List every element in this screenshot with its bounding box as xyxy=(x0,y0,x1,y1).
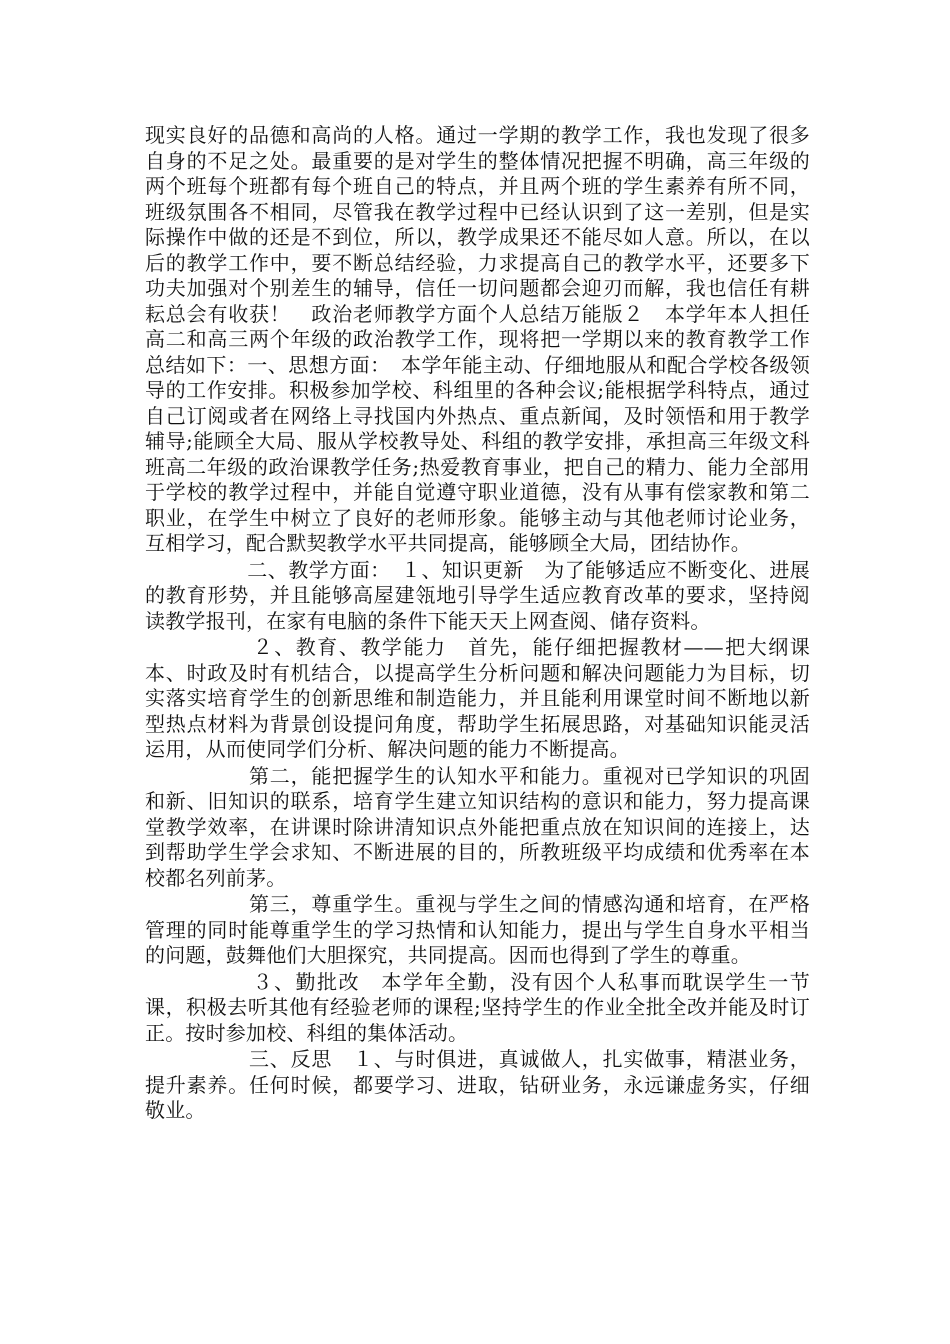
paragraph-grading: ３、勤批改 本学年全勤，没有因个人私事而耽误学生一节课，积极去听其他有经验老师的课程;坚持学生的作业全批全改并能及时订正。按时参加校、科组的集体活动。 xyxy=(145,969,810,1045)
paragraph-summary-intro: 现实良好的品德和高尚的人格。通过一学期的教学工作，我也发现了很多自身的不足之处。最重要的是对学生的整体情况把握不明确，高三年级的两个班每个班都有每个班自己的特点，并且两个班的学生素养有所不同，班级氛围各不相同，尽管我在教学过程中已经认识到了这一差别，但是实际操作中做的还是不到位，所以，教学成果还不能尽如人意。所以，在以后的教学工作中，要不断总结经验，力求提高自己的教学水平，还要多下功夫加强对个别差生的辅导，信任一切问题都会迎刃而解，我也信任有耕耘总会有收获！ 政治老师教学方面个人总结万能版２ 本学年本人担任高二和高三两个年级的政治教学工作，现将把一学期以来的教育教学工作总结如下：一、思想方面： 本学年能主动、仔细地服从和配合学校各级领导的工作安排。积极参加学校、科组里的各种会议;能根据学科特点，通过自己订阅或者在网络上寻找国内外热点、重点新闻，及时领悟和用于教学辅导;能顾全大局、服从学校教导处、科组的教学安排，承担高三年级文科班高二年级的政治课教学任务;热爱教育事业，把自己的精力、能力全部用于学校的教学过程中，并能自觉遵守职业道德，没有从事有偿家教和第二职业，在学生中树立了良好的老师形象。能够主动与其他老师讨论业务，互相学习，配合默契教学水平共同提高，能够顾全大局，团结协作。 xyxy=(145,123,810,555)
document-body xyxy=(145,123,810,1124)
paragraph-teaching-ability: ２、教育、教学能力 首先，能仔细把握教材——把大纲课本、时政及时有机结合，以提高学生分析问题和解决问题能力为目标，切实落实培育学生的创新思维和制造能力，并且能利用课堂时间不断地以新型热点材料为背景创设提问角度，帮助学生拓展思路，对基础知识能灵活运用，从而使同学们分析、解决问题的能力不断提高。 xyxy=(145,635,810,761)
paragraph-second-point: 第二，能把握学生的认知水平和能力。重视对已学知识的巩固和新、旧知识的联系，培育学生建立知识结构的意识和能力，努力提高课堂教学效率，在讲课时除讲清知识点外能把重点放在知识间的连接上，达到帮助学生学会求知、不断进展的目的，所教班级平均成绩和优秀率在本校都名列前茅。 xyxy=(145,763,810,890)
paragraph-teaching-aspect: 二、教学方面： １、知识更新 为了能够适应不断变化、进展的教育形势，并且能够高屋建瓴地引导学生适应教育改革的要求，坚持阅读教学报刊，在家有电脑的条件下能天天上网查阅、储存资料。 xyxy=(145,557,810,633)
paragraph-third-point: 第三，尊重学生。重视与学生之间的情感沟通和培育，在严格管理的同时能尊重学生的学习热情和认知能力，提出与学生自身水平相当的问题，鼓舞他们大胆探究，共同提高。因而也得到了学生的尊重。 xyxy=(145,892,810,967)
paragraph-reflection: 三、反思 １、与时俱进，真诚做人，扎实做事，精湛业务，提升素养。任何时候，都要学习、进取，钻研业务，永远谦虚务实，仔细敬业。 xyxy=(145,1047,810,1122)
